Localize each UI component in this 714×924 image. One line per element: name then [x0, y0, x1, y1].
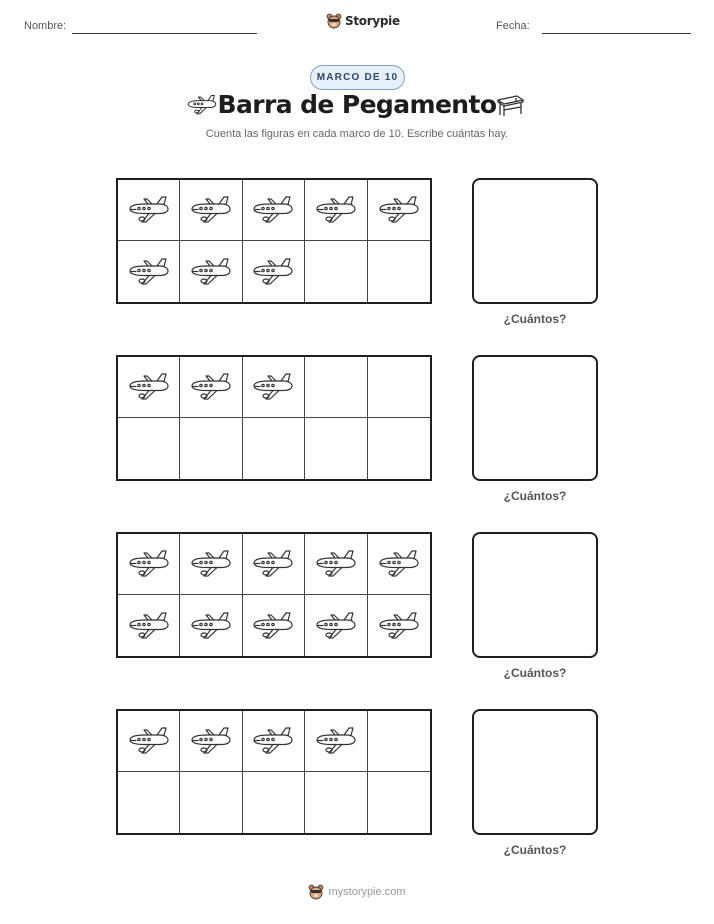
ten-frame-cell [368, 595, 430, 656]
answer-box[interactable] [472, 709, 598, 835]
ten-frame-cell [243, 418, 305, 479]
airplane-icon [189, 257, 233, 287]
ten-frame-cell [118, 534, 180, 595]
answer-box[interactable] [472, 355, 598, 481]
airplane-icon [127, 195, 171, 225]
ten-frame-cell [305, 180, 367, 241]
bear-mascot-icon [326, 13, 342, 29]
airplane-icon [251, 726, 295, 756]
airplane-icon [314, 549, 358, 579]
airplane-icon [189, 549, 233, 579]
ten-frame-cell [368, 418, 430, 479]
brand-logo [326, 13, 400, 29]
answer-label: ¿Cuántos? [503, 666, 567, 680]
airplane-icon [251, 372, 295, 402]
airplane-icon [127, 372, 171, 402]
footer-url: mystorypie.com [328, 886, 406, 898]
ten-frame-cell [243, 711, 305, 772]
ten-frame-cell [243, 180, 305, 241]
airplane-icon [189, 195, 233, 225]
ten-frame [116, 178, 432, 304]
ten-frame-cell [118, 180, 180, 241]
ten-frame-cell [305, 711, 367, 772]
brand-name: Storypie [345, 14, 400, 28]
ten-frame-cell [180, 595, 242, 656]
answer-label: ¿Cuántos? [503, 489, 567, 503]
bear-mascot-icon [308, 884, 324, 900]
ten-frame-cell [180, 357, 242, 418]
ten-frame-cell [118, 241, 180, 302]
table-icon [495, 93, 525, 117]
airplane-icon [189, 726, 233, 756]
ten-frame-cell [180, 418, 242, 479]
ten-frame-cell [118, 772, 180, 833]
ten-frame-cell [180, 180, 242, 241]
ten-frame-cell [368, 241, 430, 302]
ten-frame-cell [180, 772, 242, 833]
airplane-icon [127, 257, 171, 287]
ten-frame-cell [305, 418, 367, 479]
ten-frame-cell [368, 772, 430, 833]
airplane-icon [251, 549, 295, 579]
ten-frame-cell [180, 534, 242, 595]
ten-frame-cell [118, 595, 180, 656]
answer-label: ¿Cuántos? [503, 843, 567, 857]
name-line[interactable] [72, 33, 257, 34]
date-line[interactable] [542, 33, 691, 34]
ten-frame-cell [180, 711, 242, 772]
ten-frame-cell [243, 534, 305, 595]
airplane-icon [189, 372, 233, 402]
ten-frame-cell [368, 180, 430, 241]
ten-frame [116, 532, 432, 658]
ten-frame-cell [243, 595, 305, 656]
ten-frame-cell [305, 241, 367, 302]
answer-box[interactable] [472, 532, 598, 658]
ten-frame-cell [118, 711, 180, 772]
ten-frame-cell [243, 772, 305, 833]
airplane-icon [314, 726, 358, 756]
airplane-icon [314, 611, 358, 641]
ten-frame-cell [368, 534, 430, 595]
airplane-icon [189, 611, 233, 641]
airplane-icon [377, 611, 421, 641]
answer-box[interactable] [472, 178, 598, 304]
answer-label: ¿Cuántos? [503, 312, 567, 326]
ten-frame [116, 709, 432, 835]
airplane-icon [251, 195, 295, 225]
date-label: Fecha: [496, 20, 530, 32]
ten-frame-cell [305, 534, 367, 595]
ten-frame-cell [118, 418, 180, 479]
instructions: Cuenta las figuras en cada marco de 10. Escribe cuántas hay. [205, 128, 509, 140]
airplane-icon [127, 611, 171, 641]
ten-frame-cell [118, 357, 180, 418]
airplane-icon [127, 726, 171, 756]
ten-frame [116, 355, 432, 481]
airplane-icon [251, 611, 295, 641]
ten-frame-cell [305, 357, 367, 418]
ten-frame-cell [305, 595, 367, 656]
page-title: Barra de Pegamento [217, 90, 497, 119]
worksheet-type-badge: MARCO DE 10 [310, 65, 405, 90]
ten-frame-cell [243, 357, 305, 418]
ten-frame-cell [243, 241, 305, 302]
airplane-icon [377, 195, 421, 225]
ten-frame-cell [180, 241, 242, 302]
ten-frame-cell [368, 357, 430, 418]
airplane-icon [377, 549, 421, 579]
airplane-icon [127, 549, 171, 579]
name-label: Nombre: [24, 20, 67, 32]
airplane-icon [251, 257, 295, 287]
ten-frame-cell [305, 772, 367, 833]
airplane-icon [314, 195, 358, 225]
footer [0, 884, 714, 900]
ten-frame-cell [368, 711, 430, 772]
